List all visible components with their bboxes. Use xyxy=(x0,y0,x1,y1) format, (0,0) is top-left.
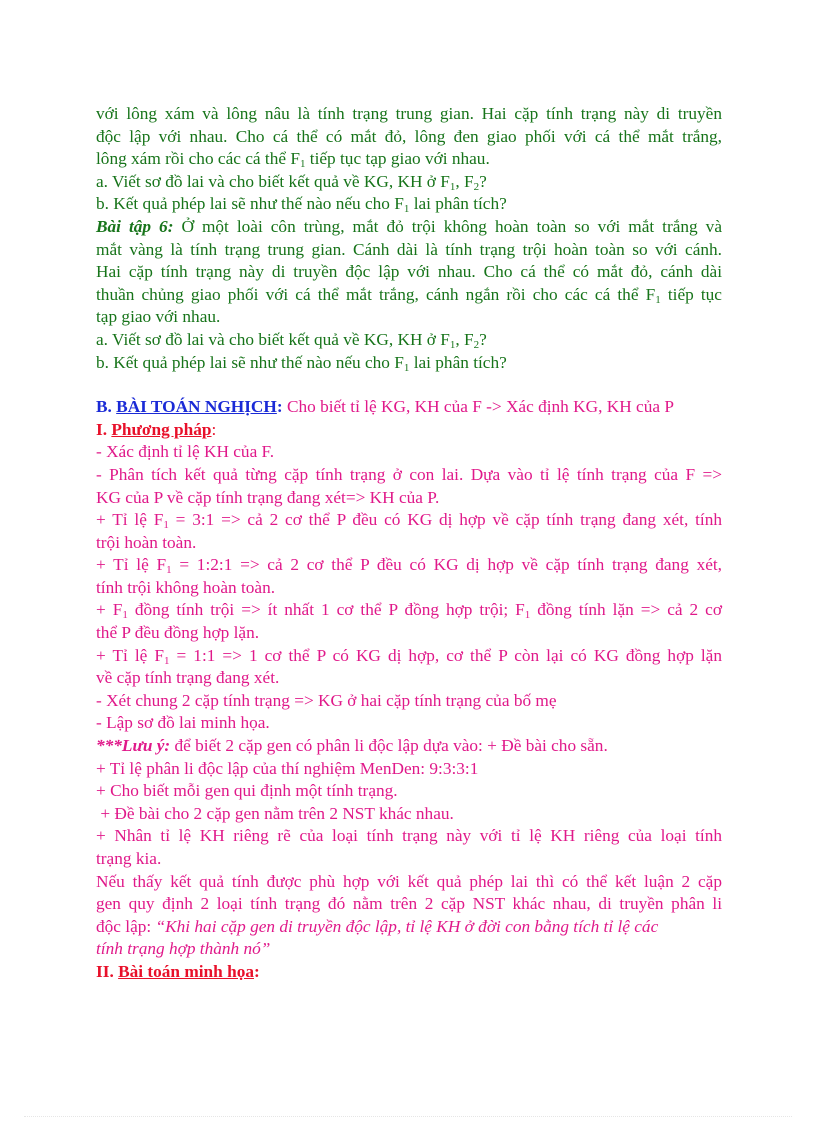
question-a: a. Viết sơ đồ lai và cho biết kết quả về KG, KH ở $F_1$, $F_2$? xyxy=(96,329,487,351)
question-b: b. Kết quả phép lai sẽ như thế nào nếu cho $F_1$ lai phân tích? xyxy=(96,352,507,374)
text-line: thể P đều đồng hợp lặn. xyxy=(96,623,260,643)
text-line: lông xám rồi cho các cá thể $F_1$ tiếp tục tạp giao với nhau. xyxy=(96,149,490,171)
text-line: trội hoàn toàn. xyxy=(96,532,197,552)
text-line: thuần chủng giao phối với cá thể mắt trắng, cánh ngắn rồi cho các cá thể $F_1$ tiếp tục xyxy=(96,284,722,306)
text-line: KG của P về cặp tính trạng đang xét=> KH của P. xyxy=(96,487,440,507)
text-line: + Nhân tỉ lệ KH riêng rẽ của loại tính trạng này với tỉ lệ KH riêng của loại tính xyxy=(96,826,722,846)
text-line: mắt vàng là tính trạng trung gian. Cánh dài là tính trạng trội hoàn toàn so với cánh. xyxy=(96,239,722,259)
text-line: Hai cặp tính trạng này di truyền độc lập với nhau. Cho cá thể có mắt đỏ, cánh dài xyxy=(96,262,722,282)
rule-quote: “Khi hai cặp gen di truyền độc lập, tỉ lệ KH ở đời con bằng tích tỉ lệ các xyxy=(155,916,659,936)
exercise-6-block xyxy=(96,216,722,374)
text-line: độc lập: “Khi hai cặp gen di truyền độc lập, tỉ lệ KH ở đời con bằng tích tỉ lệ các xyxy=(96,916,659,936)
text-line: Nếu thấy kết quả tính được phù hợp với kết quả phép lai thì có thể kết luận 2 cặp xyxy=(96,871,722,891)
ratio-rule: + Tỉ lệ $F_1$ = 1:1 => 1 cơ thể P có KG dị hợp, cơ thể P còn lại có KG đồng hợp lặn xyxy=(96,645,722,667)
section-b-title: BÀI TOÁN NGHỊCH xyxy=(116,397,277,417)
text-line: - Xác định tỉ lệ KH của F. xyxy=(96,442,275,462)
text-line: gen quy định 2 loại tính trạng đó nằm trên 2 cặp NST khác nhau, di truyền phân li xyxy=(96,894,722,914)
spacer xyxy=(96,374,722,396)
exercise-6-label: Bài tập 6: xyxy=(96,216,174,236)
question-b: b. Kết quả phép lai sẽ như thế nào nếu cho $F_1$ lai phân tích? xyxy=(96,194,507,216)
note-line: ***Lưu ý: để biết 2 cặp gen có phân li độc lập dựa vào: + Đề bài cho sẵn. xyxy=(96,736,608,756)
text-line: + Đề bài cho 2 cặp gen nằm trên 2 NST khác nhau. xyxy=(96,803,454,823)
text-line: + Cho biết mỗi gen qui định một tính trạng. xyxy=(96,781,398,801)
text-line: về cặp tính trạng đang xét. xyxy=(96,668,280,688)
section-ii-heading: II. Bài toán minh họa: xyxy=(96,961,260,981)
ratio-rule: + Tỉ lệ $F_1$ = 3:1 => cả 2 cơ thể P đều có KG dị hợp về cặp tính trạng đang xét, tính xyxy=(96,510,722,532)
note-label: ***Lưu ý: xyxy=(96,736,171,756)
exercise-5-block xyxy=(96,103,722,216)
ratio-rule: + Tỉ lệ $F_1$ = 1:2:1 => cả 2 cơ thể P đều có KG dị hợp về cặp tính trạng đang xét, xyxy=(96,555,722,577)
method-title: Phương pháp xyxy=(111,419,212,439)
method-block xyxy=(96,419,722,961)
text-line: - Phân tích kết quả từng cặp tính trạng ở con lai. Dựa vào tỉ lệ tính trạng của F => xyxy=(96,464,722,484)
section-b-heading: B. BÀI TOÁN NGHỊCH: Cho biết tỉ lệ KG, KH của F -> Xác định KG, KH của P xyxy=(96,397,674,417)
text-line: tạp giao với nhau. xyxy=(96,307,221,327)
ratio-rule: + $F_1$ đồng tính trội => ít nhất 1 cơ thể P đồng hợp trội; $F_1$ đồng tính lặn => cả 2 cơ xyxy=(96,600,722,622)
method-heading: I. Phương pháp: xyxy=(96,419,217,439)
page-footer-border xyxy=(24,1116,792,1117)
text-line: tính trạng hợp thành nó” xyxy=(96,939,271,959)
text-line: tính trội không hoàn toàn. xyxy=(96,577,276,597)
text-line: với lông xám và lông nâu là tính trạng trung gian. Hai cặp tính trạng này di truyền xyxy=(96,104,722,123)
text-line: Bài tập 6: Ở một loài côn trùng, mắt đỏ trội không hoàn toàn so với mắt trắng và xyxy=(96,216,722,236)
document-page xyxy=(96,103,722,984)
text-line: độc lập với nhau. Cho cá thể có mắt đỏ, lông đen giao phối với cá thể mắt trắng, xyxy=(96,126,722,146)
question-a: a. Viết sơ đồ lai và cho biết kết quả về KG, KH ở $F_1$, $F_2$? xyxy=(96,171,487,193)
text-line: - Lập sơ đồ lai minh họa. xyxy=(96,713,270,733)
text-line: trạng kia. xyxy=(96,849,162,868)
text-line: - Xét chung 2 cặp tính trạng => KG ở hai cặp tính trạng của bố mẹ xyxy=(96,690,557,710)
text-line: + Tỉ lệ phân li độc lập của thí nghiệm MenDen: 9:3:3:1 xyxy=(96,758,479,778)
section-ii-title: Bài toán minh họa xyxy=(118,961,254,981)
